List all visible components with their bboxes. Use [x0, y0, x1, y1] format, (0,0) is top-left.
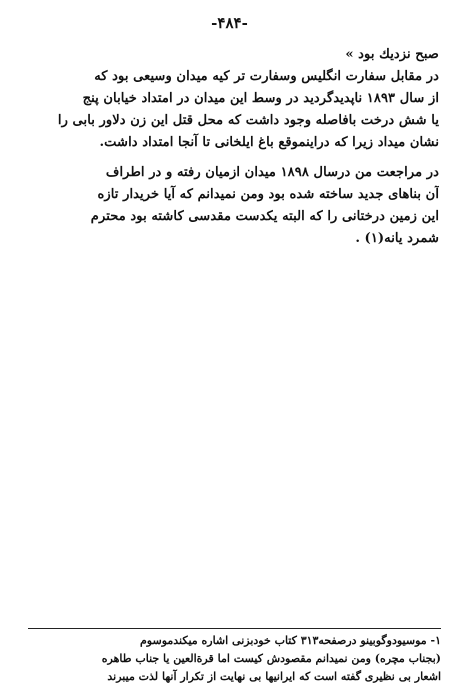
text-line: آن بناهای جدید ساخته شده بود ومن نمیدانم که آیا خریدار تازه	[97, 187, 439, 202]
text-line: این زمین درختانی را که البته یکدست مقدسی کاشته بود محترم	[90, 209, 439, 224]
footnote	[28, 632, 441, 686]
text-line: یا شش درخت بافاصله وجود داشت که محل قتل این زن دلاور بابی را	[57, 113, 439, 128]
text-line: در مقابل سفارت انگلیس وسفارت تر کیه میدان وسیعی بود که	[94, 69, 439, 84]
text-line: از سال ۱۸۹۳ ناپدیدگردید در وسط این میدان در امتداد خیابان پنج	[82, 91, 439, 106]
body-text	[34, 44, 439, 250]
footnote-line: (بجناب مچره) ومن نمیدانم مقصودش کیست اما قرةالعین یا جناب طاهره	[101, 652, 441, 665]
text-line: در مراجعت من درسال ۱۸۹۸ میدان ازمیان رفته و در اطراف	[105, 165, 439, 180]
footnote-line: اشعار بی نظیری گفته است که ایرانیها بی نهایت از تکرار آنها لذت میبرند	[107, 670, 441, 683]
text-line: نشان میداد زیرا که دراینموقع باغ ایلخانی تا آنجا امتداد داشت.	[99, 135, 439, 150]
paragraph-2	[34, 162, 439, 250]
paragraph-gap	[34, 154, 439, 162]
paragraph-1	[34, 44, 439, 154]
footnote-divider	[28, 628, 441, 629]
footnote-line: ۱- موسیودوگوبینو درصفحه۳۱۳ کتاب خودبزنی اشاره میکندموسوم	[140, 634, 441, 647]
text-line: صبح نزدیك بود »	[345, 47, 439, 62]
text-line: شمرد یانه(۱) .	[355, 231, 439, 246]
page-number: -۴۸۴-	[211, 14, 248, 32]
